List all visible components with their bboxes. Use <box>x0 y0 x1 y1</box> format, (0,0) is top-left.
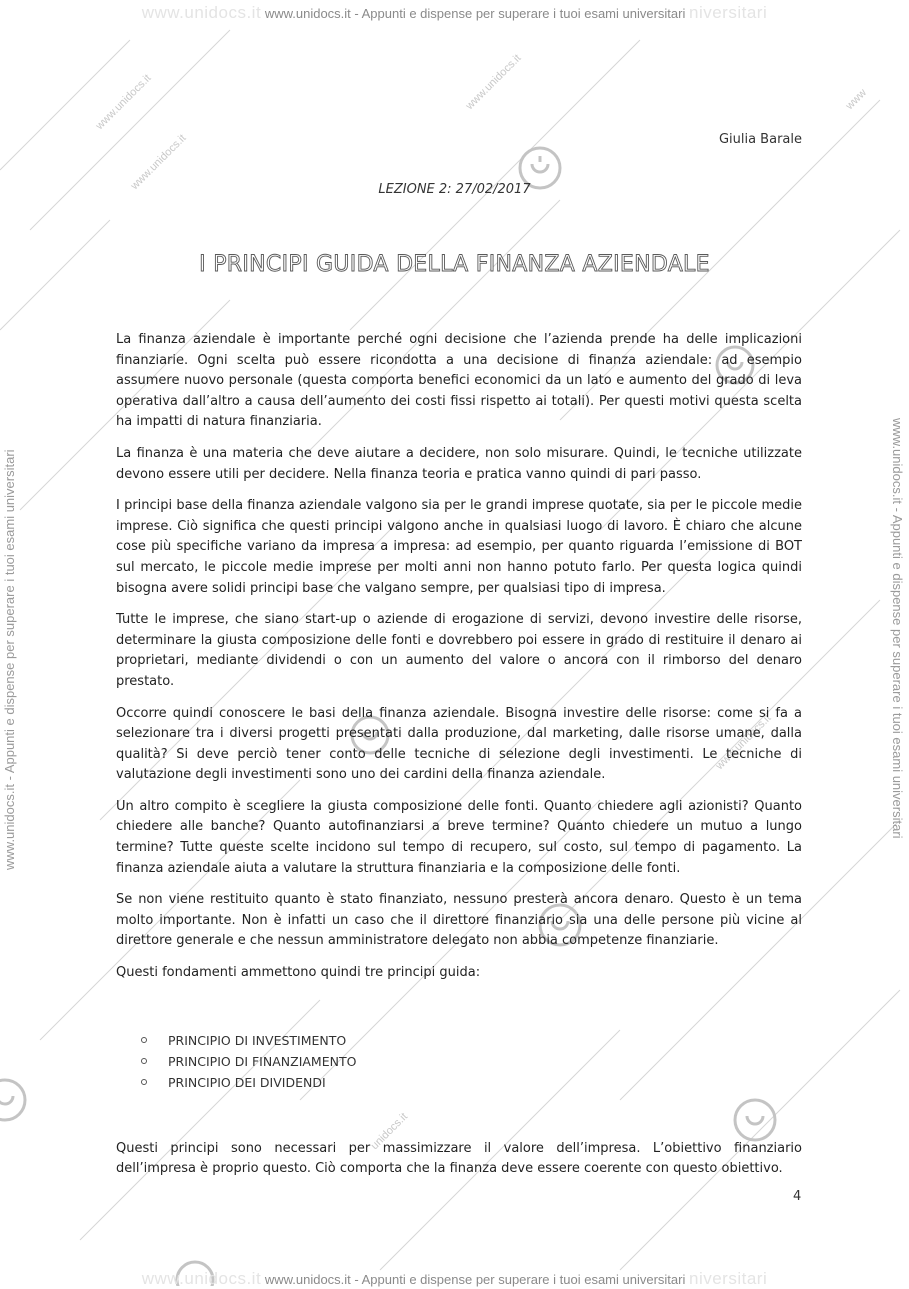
side-banner-text: www.unidocs.it - Appunti e dispense per superare i tuoi esami universitari <box>890 418 905 839</box>
list-item-label: PRINCIPIO DI INVESTIMENTO <box>168 1032 347 1048</box>
bullet-icon <box>141 1037 147 1043</box>
banner-ghost-right: niversitari <box>688 3 768 22</box>
author-name: Giulia Barale <box>718 132 802 147</box>
list-item <box>141 1051 802 1072</box>
watermark-banner-bottom <box>0 1269 909 1289</box>
banner-ghost-left: www.unidocs.it <box>141 3 262 22</box>
list-item <box>141 1030 802 1051</box>
paragraph: La finanza aziendale è importante perché ogni decisione che l’azienda prende ha delle implicazioni finanziarie. Ogni scelta può essere ricondotta a una decisione di finanza aziendale: ad esempio assumere nuovo personale (questa comporta benefici economici da un lato e aumento del grado di leva operativa dall’altro a causa dell’aumento dei costi fissi rispetto ai totali). Per questi motivi questa scelta ha impatti di natura finanziaria. <box>116 332 802 430</box>
banner-ghost-left: www.unidocs.it <box>141 1269 262 1288</box>
logo-icon <box>0 1080 25 1120</box>
side-banner-text: www.unidocs.it - Appunti e dispense per superare i tuoi esami universitari <box>2 449 17 870</box>
watermark-side-left <box>2 449 17 870</box>
watermark-banner-top <box>0 3 909 23</box>
bullet-icon <box>141 1058 147 1064</box>
diag-text: www.unidocs.it <box>128 132 189 193</box>
list-item-label: PRINCIPIO DEI DIVIDENDI <box>168 1074 326 1090</box>
paragraph: Occorre quindi conoscere le basi della finanza aziendale. Bisogna investire delle risorse: come si fa a selezionare tra i diversi progetti presentati dalla produzione, dal marketing, dalle risorse umane, dalla qualità? Si deve perciò tener conto delle tecniche di selezione degli investimenti. Le tecniche di valutazione degli investimenti sono uno dei cardini della finanza aziendale. <box>116 705 802 783</box>
banner-text: www.unidocs.it - Appunti e dispense per superare i tuoi esami universitari <box>264 6 686 21</box>
banner-ghost-right: niversitari <box>688 1269 768 1288</box>
diag-text: unidocs.it <box>368 1110 410 1153</box>
document-body <box>116 330 802 1191</box>
paragraph: Un altro compito è scegliere la giusta composizione delle fonti. Quanto chiedere agli azionisti? Quanto chiedere alle banche? Quanto autofinanziarsi a breve termine? Quanto chiedere un mutuo a lungo termine? Tutte queste scelte incidono sul tempo di recupero, sul costo, sul tempo di pagamento. La finanza aziendale aiuta a valutare la struttura finanziaria e la composizione delle fonti. <box>116 798 802 876</box>
paragraph: Questi fondamenti ammettono quindi tre principi guida: <box>116 965 481 981</box>
paragraph: Se non viene restituito quanto è stato finanziato, nessuno presterà ancora denaro. Questo è un tema molto importante. Non è infatti un caso che il direttore finanziario sia una delle persone più vicine al direttore generale e che nessun amministratore delegato non abbia competenze finanziarie. <box>116 892 802 949</box>
page-number: 4 <box>793 1189 802 1204</box>
lesson-date: LEZIONE 2: 27/02/2017 <box>378 182 531 197</box>
diag-text: www.unidocs.it <box>93 72 154 133</box>
banner-text: www.unidocs.it - Appunti e dispense per superare i tuoi esami universitari <box>264 1272 686 1287</box>
watermark-side-right <box>890 418 905 839</box>
principles-list <box>116 1030 802 1093</box>
diag-text: www.unidocs.it <box>713 712 774 773</box>
diag-text: www.unidocs.it <box>463 52 524 113</box>
paragraph: I principi base della finanza aziendale valgono sia per le grandi imprese quotate, sia per le piccole medie imprese. Ciò significa che questi principi valgono anche in qualsiasi luogo di lavoro. È chiaro che alcune cose più specifiche variano da impresa a impresa: ad esempio, per quanto riguarda l’emissione di BOT sul mercato, le piccole medie imprese per molti anni non hanno potuto farlo. Per questa logica quindi bisogna avere solidi principi base che valgano sempre, per qualsiasi tipo di impresa. <box>116 498 802 596</box>
list-item <box>141 1072 802 1093</box>
diag-text: www <box>843 86 869 113</box>
paragraph: Tutte le imprese, che siano start-up o aziende di erogazione di servizi, devono investire delle risorse, determinare la giusta composizione delle fonti e dovrebbero poi essere in grado di restituire il denaro ai proprietari, mediante dividendi o con un aumento del valore o ancora con il rimborso del denaro prestato. <box>116 612 802 689</box>
bullet-icon <box>141 1079 147 1085</box>
closing-paragraph: Questi principi sono necessari per massimizzare il valore dell’impresa. L’obiettivo finanziario dell’impresa è proprio questo. Ciò comporta che la finanza deve essere coerente con questo obiettivo. <box>116 1140 802 1177</box>
list-item-label: PRINCIPIO DI FINANZIAMENTO <box>168 1053 357 1069</box>
page-title: I PRINCIPI GUIDA DELLA FINANZA AZIENDALE <box>199 252 710 277</box>
paragraph: La finanza è una materia che deve aiutare a decidere, non solo misurare. Quindi, le tecniche utilizzate devono essere utili per decidere. Nella finanza teoria e pratica vanno quindi di pari passo. <box>116 445 802 482</box>
